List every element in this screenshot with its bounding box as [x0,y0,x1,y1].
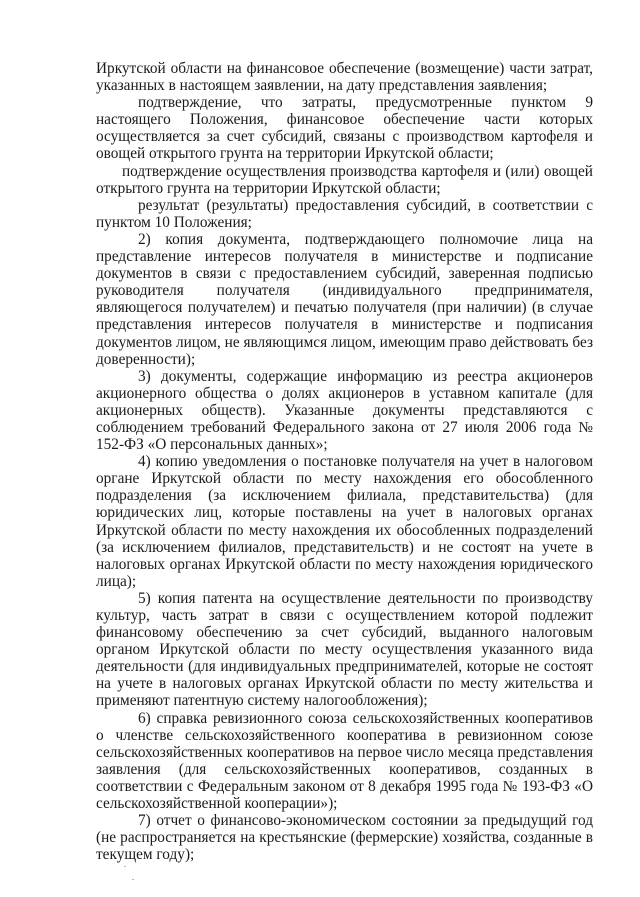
paragraph-results: результат (результаты) предоставления субсидий, в соответствии с пунктом 10 Положения; [96,196,593,231]
paragraph-item-3: 3) документы, содержащие информацию из реестра акционеров акционерного общества о долях акционеров в уставном капитале (для акционерных обществ). Указанные документы представляются с соблюдением требований Федерального закона от 27 июля 2006 года № 152-ФЗ «О персональных данных»; [96,367,593,454]
paragraph-continuation: Иркутской области на финансовое обеспечение (возмещение) части затрат, указанных в настоящем заявлении, на дату представления заявления; [96,60,593,95]
paragraph-item-7: 7) отчет о финансово-экономическом состоянии за предыдущий год (не распространяется на крестьянские (фермерские) хозяйства, созданные в текущем году); [96,812,593,864]
scan-speck [124,866,126,867]
paragraph-cost-confirmation: подтверждение, что затраты, предусмотренные пунктом 9 настоящего Положения, финансовое обеспечение части которых осуществляется за счет субсидий, связаны с производством картофеля и овощей открытого грунта на территории Иркутской области; [96,94,593,163]
paragraph-item-5: 5) копия патента на осуществление деятельности по производству культур, часть затрат в связи с осуществлением которой подлежит финансовому обеспечению за счет субсидий, выданного налоговым органом Иркутской области по месту осуществления указанного вида деятельности (для индивидуальных предпринимателей, которые не состоят на учете в налоговых органах Иркутской области по месту жительства и применяют патентную систему налогообложения); [96,589,593,710]
paragraph-item-6: 6) справка ревизионного союза сельскохозяйственных кооперативов о членстве сельскохозяйственного кооператива в ревизионном союзе сельскохозяйственных кооперативов на первое число месяца представления заявления (для сельскохозяйственных кооперативов, созданных в соответствии с Федеральным законом от 8 декабря 1995 года № 193-ФЗ «О сельскохозяйственной кооперации»); [96,709,593,813]
paragraph-item-4: 4) копию уведомления о постановке получателя на учет в налоговом органе Иркутской области по месту нахождения его обособленного подразделения (за исключением филиала, представительства) (для юридических лиц, которые поставлены на учет в налоговых органах Иркутской области по месту нахождения их обособленных подразделений (за исключением филиалов, представительств) и не состоят на учете в налоговых органах Иркутской области по месту нахождения юридического лица); [96,453,593,590]
paragraph-production-confirmation: подтверждение осуществления производства картофеля и (или) овощей открытого грунта на территории Иркутской области; [96,162,593,197]
scan-speck [132,879,134,880]
paragraph-item-2: 2) копия документа, подтверждающего полномочие лица на представление интересов получателя в министерстве и подписание документов в связи с предоставлением субсидий, заверенная подписью руководителя получателя (индивидуального предпринимателя, являющегося получателем) и печатью получателя (при наличии) (в случае представления интересов получателя в министерстве и подписания документов лицом, не являющимся лицом, имеющим право действовать без доверенности); [96,230,593,368]
document-page [96,60,593,863]
